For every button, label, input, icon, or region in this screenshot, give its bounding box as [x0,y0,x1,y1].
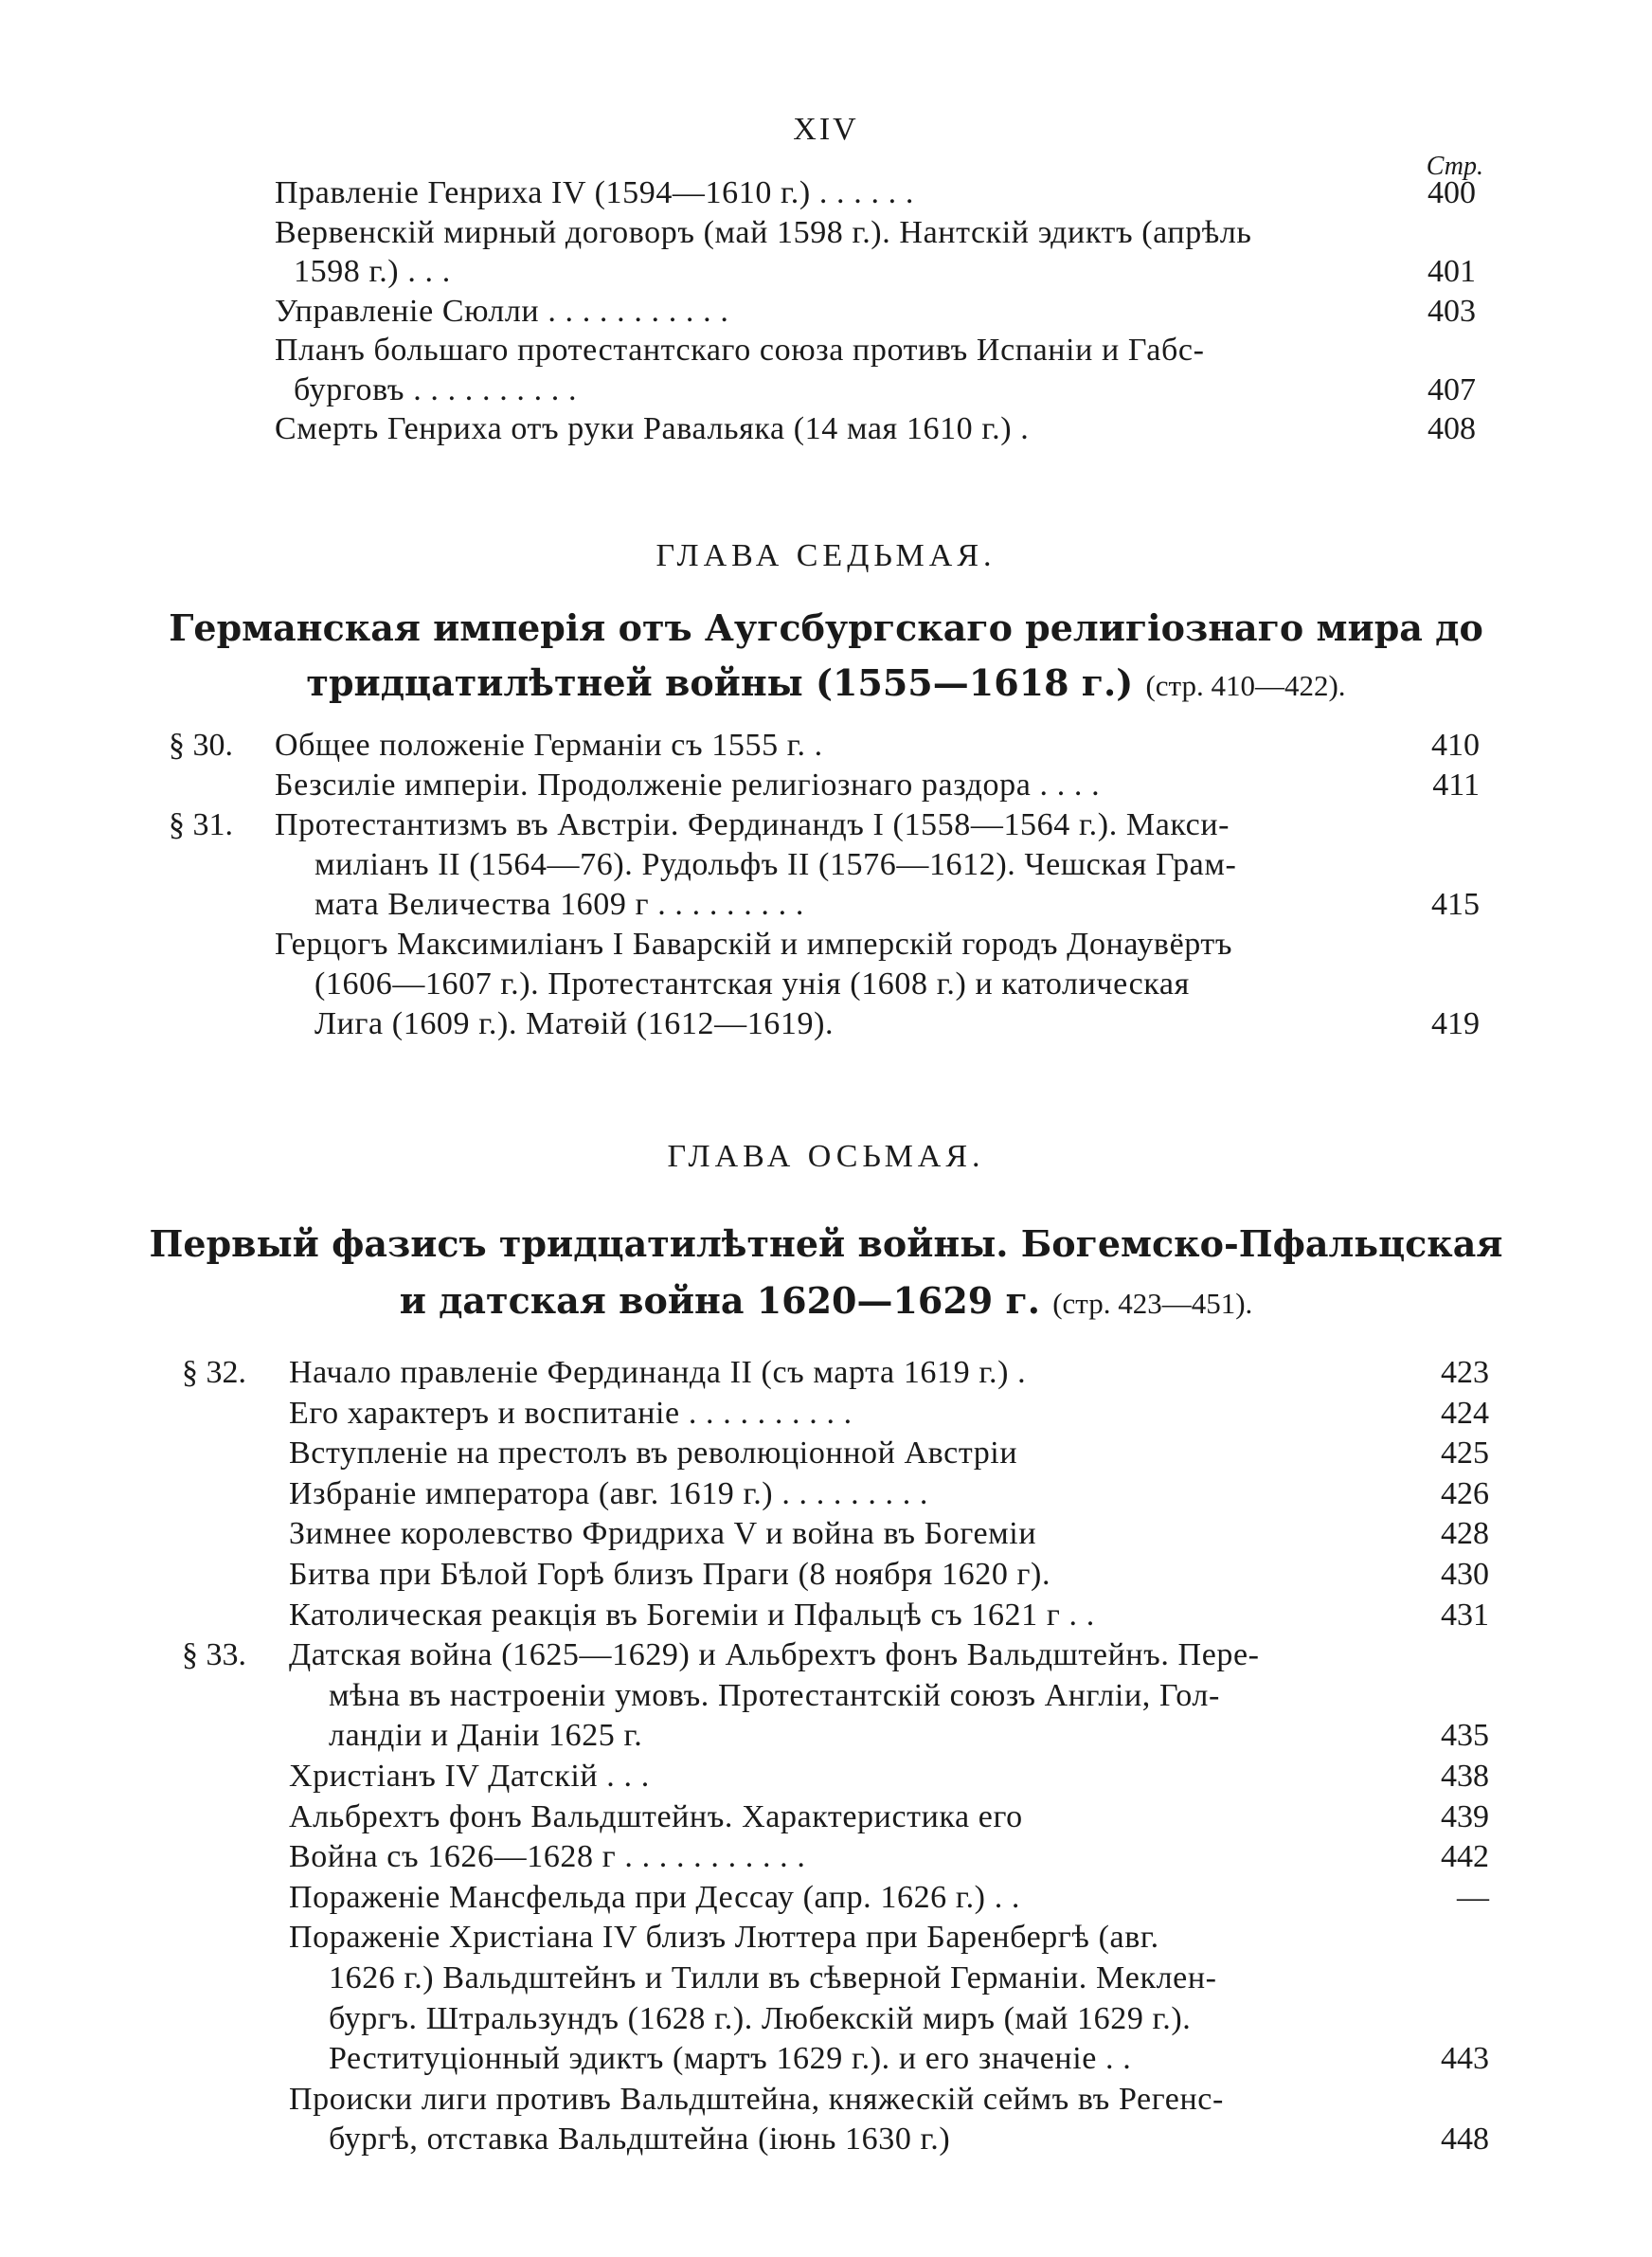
toc-entry-line: мѣна въ настроеніи умовъ. Протестантскій союзъ Англіи, Гол- [329,1677,1220,1713]
toc-entry-line: Реституціонный эдиктъ (мартъ 1629 г.). и его значеніе . . [329,2041,1132,2077]
chapter8-heading: ГЛАВА ОСЬМАЯ. [667,1139,985,1174]
toc-entry-line: Лига (1609 г.). Матѳій (1612—1619). [314,1006,835,1041]
toc-entry-line: Общее положеніе Германіи съ 1555 г. . [275,728,823,763]
toc-page-number: 400 [1428,175,1476,210]
toc-entry-line: мата Величества 1609 г . . . . . . . . . [314,887,804,922]
toc-page-number: 443 [1441,2041,1489,2077]
chapter7-page-range: (стр. 410—422). [1145,669,1346,702]
toc-entry-line: бургѣ, отставка Вальдштейна (іюнь 1630 г.) [329,2122,951,2158]
toc-page-number: 410 [1431,728,1480,763]
section-number: § 30. [169,728,233,763]
chapter8-title-line2 [0,1279,1652,1322]
toc-entry-line: Герцогъ Максимиліанъ I Баварскій и имперскій городъ Донаувёртъ [275,927,1233,962]
toc-entry-line: Христіанъ IV Датскій . . . [289,1759,650,1794]
toc-entry-line: Пораженіе Мансфельда при Дессау (апр. 1626 г.) . . [289,1879,1021,1915]
toc-entry-line: бургъ. Штральзундъ (1628 г.). Любекскій миръ (май 1629 г.). [329,2000,1192,2036]
toc-page-number: 423 [1441,1355,1489,1390]
chapter8-title-text: и датская война 1620—1629 г. [399,1279,1040,1322]
toc-page-number: 425 [1441,1435,1489,1472]
toc-page-number: 442 [1441,1839,1489,1875]
toc-entry-line: бурговъ . . . . . . . . . . [294,371,578,407]
toc-entry-line: Смерть Генриха отъ руки Равальяка (14 мая 1610 г.) . [275,411,1030,446]
toc-entry-line: Планъ большаго протестантскаго союза противъ Испаніи и Габс- [275,333,1205,368]
toc-entry-line: Происки лиги противъ Вальдштейна, княжескій сеймъ въ Регенс- [289,2081,1224,2117]
toc-entry-line: Датская война (1625—1629) и Альбрехтъ фонъ Вальдштейнъ. Пере- [289,1637,1260,1673]
toc-entry-line: Война съ 1626—1628 г . . . . . . . . . . . [289,1839,806,1875]
toc-entry-line: Католическая реакція въ Богеміи и Пфальцѣ съ 1621 г . . [289,1597,1095,1633]
toc-entry-line: Безсиліе имперіи. Продолженіе религіознаго раздора . . . . [275,767,1101,803]
toc-page-number: 430 [1441,1557,1489,1592]
toc-page-number: 401 [1428,254,1476,289]
chapter7-title-text: тридцатилѣтней войны (1555—1618 г.) [306,661,1134,704]
toc-page-number: 431 [1441,1597,1489,1633]
page-column-label: Стр. [1426,152,1483,181]
toc-entry-line: Его характеръ и воспитаніе . . . . . . . . . . [289,1395,853,1431]
toc-page-number: 407 [1428,371,1476,407]
toc-page-number: 411 [1432,767,1480,803]
section-number: § 33. [182,1637,246,1673]
toc-entry-line: Управленіе Сюлли . . . . . . . . . . . [275,293,729,329]
toc-page-number: 403 [1428,293,1476,329]
toc-entry-line: Альбрехтъ фонъ Вальдштейнъ. Характеристика его [289,1798,1023,1834]
toc-page-number: 424 [1441,1395,1489,1431]
toc-entry-line: Пораженіе Христіана IV близъ Люттера при Баренбергѣ (авг. [289,1920,1159,1956]
page-number: XIV [793,112,859,147]
toc-entry-line: Начало правленіе Фердинанда II (съ марта 1619 г.) . [289,1355,1027,1390]
toc-entry-line: Правленіе Генриха IV (1594—1610 г.) . . . . . . [275,175,914,210]
toc-page-number: 448 [1441,2122,1489,2158]
toc-entry-line: Битва при Бѣлой Горѣ близъ Праги (8 ноября 1620 г). [289,1557,1051,1592]
toc-page-number: 439 [1441,1798,1489,1834]
chapter8-title-line1: Первый фазисъ тридцатилѣтней войны. Богемско-Пфальцская [149,1222,1503,1265]
toc-entry-line: 1626 г.) Вальдштейнъ и Тилли въ сѣверной Германіи. Мeклен- [329,1960,1217,1995]
toc-page-number: 428 [1441,1516,1489,1552]
toc-page-number: 408 [1428,411,1476,446]
section-number: § 32. [182,1355,246,1390]
toc-entry-line: Избраніе императора (авг. 1619 г.) . . . . . . . . . [289,1475,929,1511]
toc-entry-line: ландіи и Даніи 1625 г. [329,1718,643,1754]
toc-page-number: 438 [1441,1759,1489,1794]
chapter7-title-line2 [0,661,1652,704]
toc-entry-line: 1598 г.) . . . [294,254,451,289]
toc-entry-line: Протестантизмъ въ Австріи. Фердинандъ I (1558—1564 г.). Макси- [275,807,1230,842]
toc-page-number: 426 [1441,1475,1489,1511]
toc-entry-line: Вступленіе на престолъ въ революціонной Австріи [289,1435,1018,1472]
toc-page-number: — [1457,1879,1489,1915]
chapter7-title-line1: Германская имперія отъ Аугсбургскаго религіознаго мира до [169,606,1483,649]
toc-page-number: 415 [1431,887,1480,922]
toc-page-number: 419 [1431,1006,1480,1041]
toc-entry-line: миліанъ II (1564—76). Рудольфъ II (1576—1612). Чешская Грам- [314,847,1237,882]
toc-entry-line: Зимнее королевство Фридриха V и война въ Богеміи [289,1516,1037,1552]
chapter7-heading: ГЛАВА СЕДЬМАЯ. [655,538,997,573]
toc-entry-line: Вервенскій мирный договоръ (май 1598 г.). Нантскій эдиктъ (апрѣль [275,214,1252,250]
toc-entry-line: (1606—1607 г.). Протестантская унія (1608 г.) и католическая [314,966,1190,1002]
chapter8-page-range: (стр. 423—451). [1052,1287,1253,1320]
section-number: § 31. [169,807,233,842]
toc-page-number: 435 [1441,1718,1489,1754]
